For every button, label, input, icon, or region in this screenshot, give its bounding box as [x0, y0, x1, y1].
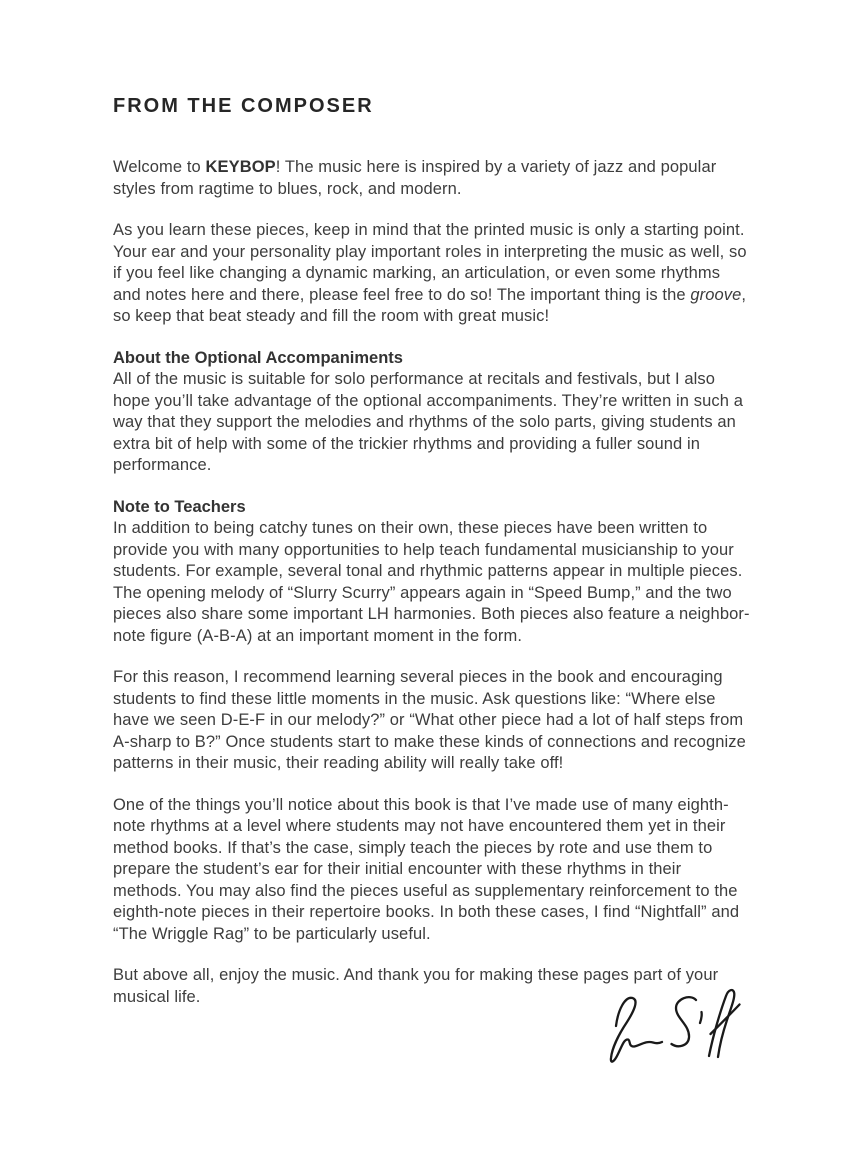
section-optional-accompaniments: [113, 348, 750, 477]
composer-signature: [596, 978, 748, 1074]
paragraph-text: But above all, enjoy the music. And thank you for making these pages part of your musical life.: [113, 966, 719, 1006]
paragraph-learning-pieces: [113, 220, 750, 328]
page-title: FROM THE COMPOSER: [113, 95, 374, 117]
section-heading: Note to Teachers: [113, 497, 246, 516]
paragraph-text: All of the music is suitable for solo performance at recitals and festivals, but I also hope you’ll take advantage of the optional accompaniments. They’re written in such a way that they support the melodies and rhythms of the solo parts, giving students an extra bit of help with some of the trickier rhythms and providing a fuller sound in performance.: [113, 370, 743, 474]
paragraph-welcome: [113, 157, 750, 200]
signature-icon: [596, 978, 748, 1074]
paragraph-recommendation: [113, 667, 750, 775]
paragraph-text: Welcome to KEYBOP! The music here is inspired by a variety of jazz and popular styles from ragtime to blues, rock, and modern.: [113, 158, 717, 198]
paragraph-text: As you learn these pieces, keep in mind that the printed music is only a starting point. Your ear and your personality play important roles in interpreting the music as well, so if you feel like changing a dynamic marking, an articulation, or even some rhythms and notes here and there, please feel free to do so! The important thing is the groove, so keep that beat steady and fill the room with great music!: [113, 221, 747, 325]
paragraph-eighth-note-rhythms: [113, 795, 750, 946]
paragraph-text: For this reason, I recommend learning several pieces in the book and encouraging students to find these little moments in the music. Ask questions like: “Where else have we seen D-E-F in our melody?” or “What other piece had a lot of half steps from A-sharp to B?” Once students start to make these kinds of connections and recognize patterns in their music, their reading ability will really take off!: [113, 668, 746, 772]
paragraph-text: In addition to being catchy tunes on their own, these pieces have been written to provide you with many opportunities to help teach fundamental musicianship to your students. For example, several tonal and rhythmic patterns appear in multiple pieces. The opening melody of “Slurry Scurry” appears again in “Speed Bump,” and the two pieces also share some important LH harmonies. Both pieces also feature a neighbor-note figure (A-B-A) at an important moment in the form.: [113, 519, 750, 645]
section-note-to-teachers: [113, 497, 750, 648]
paragraph-text: One of the things you’ll notice about this book is that I’ve made use of many eighth-note rhythms at a level where students may not have encountered them yet in their method books. If that’s the case, simply teach the pieces by rote and use them to prepare the student’s ear for their initial encounter with these rhythms in their methods. You may also find the pieces useful as supplementary reinforcement to the eighth-note pieces in their repertoire books. In both these cases, I find “Nightfall” and “The Wriggle Rag” to be particularly useful.: [113, 795, 740, 943]
composer-note-content: [113, 94, 750, 1028]
section-heading: About the Optional Accompaniments: [113, 348, 403, 367]
